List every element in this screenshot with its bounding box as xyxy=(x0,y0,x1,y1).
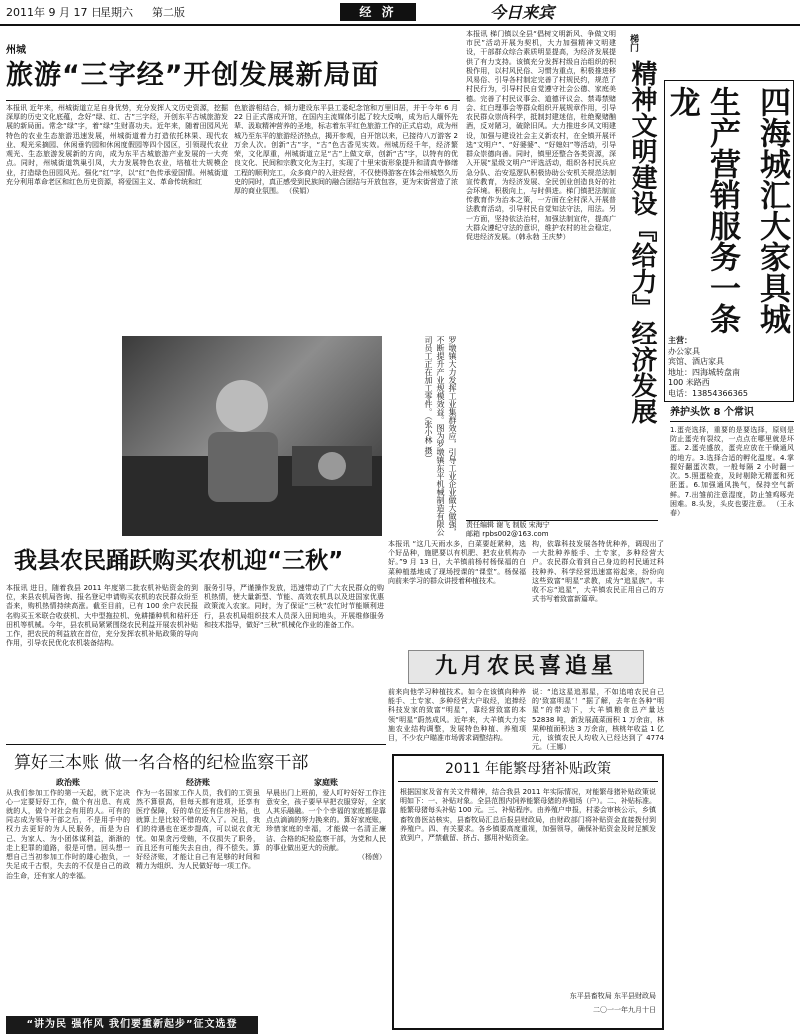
harvest-side: 说：“追这星追那星，不如追咱农民自己的‘致富明星’！”据了解，去年在各种“明星”的带动下，大羊镇粮食总产量达 52838 吨，新发展蔬菜面积 1 万余亩，林果种植面积达 3 万余亩，核桃年收益 1 亿元，该镇农民人均收入已经达到了 4774 元。（王娜） xyxy=(532,688,664,752)
civic-email: 邮箱 rpbs002@163.com xyxy=(466,530,549,538)
factory-worker-photo xyxy=(122,336,382,536)
page-header xyxy=(0,0,800,26)
discipline-headline: 算好三本账 做一名合格的纪检监察干部 xyxy=(14,753,309,773)
ad-contact-line: 电话：13854366365 xyxy=(668,388,748,398)
policy-title: 2011 年能繁母猪补贴政策 xyxy=(398,760,658,782)
discipline-rule xyxy=(6,744,386,745)
issue-date: 2011年 9 月 17 日 xyxy=(6,6,102,19)
harvest-intro: 本报讯 “这几天雨水多，白菜要赶紧种，选个好品种，施肥要以有机肥、把农业机构办好。”9 月 13 日，大羊镇前杨村杨保福的白菜种植基地成了现场授课的“课堂”。杨保福向前来学习的群众讲授着种植技术。 xyxy=(388,540,526,585)
ad-title: 四海城汇大家具城 xyxy=(754,86,790,334)
farm-col-1: 本报讯 进日，随着我县 2011 年度第二批农机补贴资金的到位，来县农机局咨询、报名登记申请购买农机的农民群众纷至沓来，购机热情持续高涨。截至目前，已有 100 余户农民报名购买玉米联合收获机、大中型拖拉机、免耕播种机和秸秆还田机等机械。今年，县农机局紧紧围绕农民利益开展农机补贴工作，把农民的利益放在首位，充分发挥农机补贴政策的导向作用，引导农民优化农机装备结构。 xyxy=(6,584,198,648)
discipline-col-text: 作为一名国家工作人员，我们的工资虽然不算很高，但每天都有进项，还享有医疗保障，好的单位还有住房补贴，也就算上是比较不错的收入了。况且，我们的待遇也在逐步提高，可以说衣食无忧。如果贪污受贿，不仅损失了职务，而且还有可能失去自由，得不偿失。算好经济账，才能让自己有足够的时间和精力为组织、为人民做好每一项工作。 xyxy=(136,788,260,871)
tips-title: 养护头饮 8 个常识 xyxy=(670,406,794,422)
discipline-col-text: 早晨出门上班前，爱人叮咛好好工作注意安全，孩子要早早把衣服穿好，全家人其乐融融。一个个幸福的家庭都是靠点点滴滴的努力换来的。算好家庭账，珍惜家庭的幸福，才能做一名清正廉洁、合格的纪检监察干部，为党和人民的事业做出更大的贡献。 xyxy=(266,788,386,852)
harvest-body: 前来向他学习种植技术。如今在该镇向种养能手、土专家、多种经营大户取经，追捧经科技发家的致富“明星”，靠经营致富的本领“明星”蔚然成风。近年来，大羊镇大力实施农业结构调整，发展特色种植、养殖项目，不少农户瞄准市场需求调整结构。 xyxy=(388,688,526,743)
tourism-headline: 旅游“三字经”开创发展新局面 xyxy=(6,60,380,91)
civic-editor: 责任编辑 谢飞 制版 宋海宁 xyxy=(466,520,658,534)
issue-weekday: 星期六 xyxy=(100,6,133,19)
photo-caption: 罗墩镇大力发挥工业集群效应，引导工业企业做大做强，不断提升产业规模效益。图为罗墩镇东平机械制造有限公司员工正在加工零件。（张小林 摄） xyxy=(424,336,457,536)
ad-slogan: 生产营销服务一条龙 xyxy=(663,86,740,334)
essay-banner: “讲为民 强作风 我们要重新起步”征文选登 xyxy=(6,1016,258,1034)
discipline-author: （杨茵） xyxy=(358,853,386,862)
farm-headline: 我县农民踊跃购买农机迎“三秋” xyxy=(14,548,344,574)
discipline-col-label: 政治账 xyxy=(56,778,80,787)
policy-issuer: 东平县畜牧局 东平县财政局 xyxy=(569,992,656,1000)
section-label: 经 济 xyxy=(340,3,416,21)
paper-logo: 今日来宾 xyxy=(490,3,555,22)
harvest-headline: 九月农民喜追星 xyxy=(408,650,644,684)
ad-contact-label: 主营： xyxy=(668,336,692,345)
civic-headline: 精神文明建设『给力』经济发展 xyxy=(627,60,657,424)
ad-contact-line: 办公家具 xyxy=(668,346,700,356)
tourism-rule xyxy=(6,100,460,101)
discipline-col-label: 经济账 xyxy=(186,778,210,787)
edition-label: 第二版 xyxy=(152,6,185,19)
ad-contact-line: 宾馆、酒店家具 xyxy=(668,357,724,367)
discipline-col-2 xyxy=(136,778,260,1014)
ad-contact-line: 100 米路西 xyxy=(668,378,710,388)
policy-body: 根据国家及省有关文件精神，结合我县 2011 年实际情况，对能繁母猪补贴政策说明如下：一、补贴对象。全县范围内饲养能繁母猪的养殖场（户）。二、补贴标准。能繁母猪每头补贴 100 元。三、补贴程序。由养殖户申报，村委会审核公示，乡镇畜牧兽医站核实，县畜牧局汇总后报县财政局，由财政部门将补贴资金直接拨付到养殖户。四、有关要求。各乡镇要高度重视，加强领导，确保补贴资金及时足额发放到户，严禁截留、挤占、挪用补贴资金。 xyxy=(400,788,656,843)
ad-contact xyxy=(668,336,790,400)
discipline-col-text: 从我们参加工作的第一天起，就下定决心一定要好好工作，做个有出息、有成就的人，做个对社会有用的人。可有的同志成为领导干部之后，不是用手中的权力去更好的为人民服务，而是为自己、为家人、为小团体谋利益，渐渐的走上犯罪的道路，很是可惜。回头想一想自己当初参加工作时的雄心抱负，一失足成千古恨，失去的不仅是自己的政治生命，还有家人的幸福。 xyxy=(6,788,130,880)
discipline-col-label: 家庭账 xyxy=(314,778,338,787)
tourism-kicker: 州城 xyxy=(6,45,26,56)
tourism-col-2: 色旅游相结合，倾力建设东平县工委纪念馆和万里旧居，并于今年 6 月 22 日正式落成开馆，在国内主流媒体引起了较大反响，成为后人缅怀先辈、汲取精神营养的圣地，标志着东平红色旅游工作的正式启动，成为州城乃至东平的旅游经济热点，揭开参观，自开馆以来，已接待八万游客 2 万余人次。创新“古”字，“古”色古香见实效。州城历经千年，经济繁荣，文化厚重，州城街道立足“古”上做文章，创新“古”字，以特有的优良文化、民间和宗教文化为主打，实现了十里宋街形象提升和清真寺修缮工程的顺利完工，众多商户的入驻经营，不仅使得游客在体会州城悠久历史的同时，真正感受到民族间的融合团结与开放包容，更为宋街营造了浓厚的商业氛围。 （侯娟） xyxy=(234,104,458,196)
discipline-col-3 xyxy=(266,778,386,1014)
policy-date: 二〇一一年九月十日 xyxy=(593,1006,656,1014)
civic-body: 本报讯 梯门镇以全县“倡树文明新风、争做文明市民”活动开展为契机，大力加强精神文明建设，干部群众综合素质明显提高，为经济发展提供了有力支持。该镇充分发挥村级自治组织的积极作用，以村风民俗、习惯为重点，积极推进移风易俗、引导各村制定完善了村规民约，规范了村民行为，引导村民自觉遵守社会公德、家庭美德。完善了村民议事会、道德评议会、禁毒禁赌会、红白理事会等群众组织开展规章作用，引导农民群众崇尚科学，抵制封建迷信，杜绝聚赌酗酒，反对陋习，破除旧风。大力推进乡风文明建设，加强与建设社会主义新农村，在全镇开展评选“文明户”、“好婆婆”、“好媳妇”等活动，引导群众崇德向善。同时，镇里还整合各类资源，深入开展“星级文明户”评选活动，组织各村民兵应急分队、治安巡逻队积极协助公安机关规范法制宣传教育，为经济发展、全民创业创造良好的社会环境。积极向上，与时俱进。梯门镇把法制宣传教育作为治本之策，一方面在全村深入开展普法教育活动，引导村民自觉知法守法，用法。另一方面，坚持依法治村，加强法制宣传，提高广大群众遵纪守法的意识，维护农村的社会稳定，促进经济发展。（韩永勃 王庆梦） xyxy=(466,30,616,242)
discipline-col-1 xyxy=(6,778,130,1014)
ad-contact-line: 地址：四海城转盘南 xyxy=(668,367,740,377)
tourism-col-1: 本报讯 近年来，州城街道立足自身优势，充分发挥人文历史资源，挖掘深厚的历史文化底蕴，念好“绿、红、古”三字经，开创东平古城旅游发展的新局面。常念“绿”字，着“绿”生财喜功夫。近年来，随着田园风光特色的农业生态旅游迅速发展，州城街道着力打造依托林果、现代农业、观光采摘园、休闲垂钓园和休闲度假园等四个园区，引领现代农业观光、生态旅游发展新的方向，成为东平古城旅游产业发展的一大亮点。同时，州城街道筑巢引凤，大力发展特色农业，培植壮大规模企业，打造绿色田园风光。强化“红”字，以“红”色传承爱国情。州城街道充分利用革命老区和红色历史资源，将爱国主义、革命传统和红 xyxy=(6,104,228,186)
civic-kicker: 梯门 xyxy=(628,34,638,52)
harvest-col-3: 构，依靠科技发展各特优种养，调现出了一大批种养能手、土专家，多种经营大户。农民群众看到自己身边的村民通过科技种养、科学经营迅速富裕起来，纷纷向这些致富“明星”求教，成为“追星族”。丰收不忘“追星”，大羊镇农民正用自己的方式书写着致富新篇章。 xyxy=(532,540,664,604)
tips-body: 1.蛋壳选择，重要的是要选择，原则是防止蛋壳有裂纹，一点点在哪里就是坏蛋。2.蛋壳盛放，蛋壳应放在干燥通风的地方。3.选择合适的孵化温度。4.掌握好翻蛋次数，一般每隔 2 小时翻一次。5.照蛋检查，及时剔除无精蛋和死胚蛋。6.加强通风换气，保持空气新鲜。7.出雏前注意湿度，防止雏鸡啄壳困难。8.头发，头皮也要注意。 （王永春） xyxy=(670,426,794,518)
photo-illustration xyxy=(122,336,382,536)
farm-col-2: 服务引导，严谨操作发放，迅速带动了广大农民群众的购机热情，使大量新型、节能、高效农机具以及进国家优惠政策流入农家。同时，为了保证“三秋”农忙时节能顺利进行，县农机局组织技术人员深入田间地头，开展维修服务和技术指导，做好“三秋”机械化作业的准备工作。 xyxy=(204,584,384,629)
